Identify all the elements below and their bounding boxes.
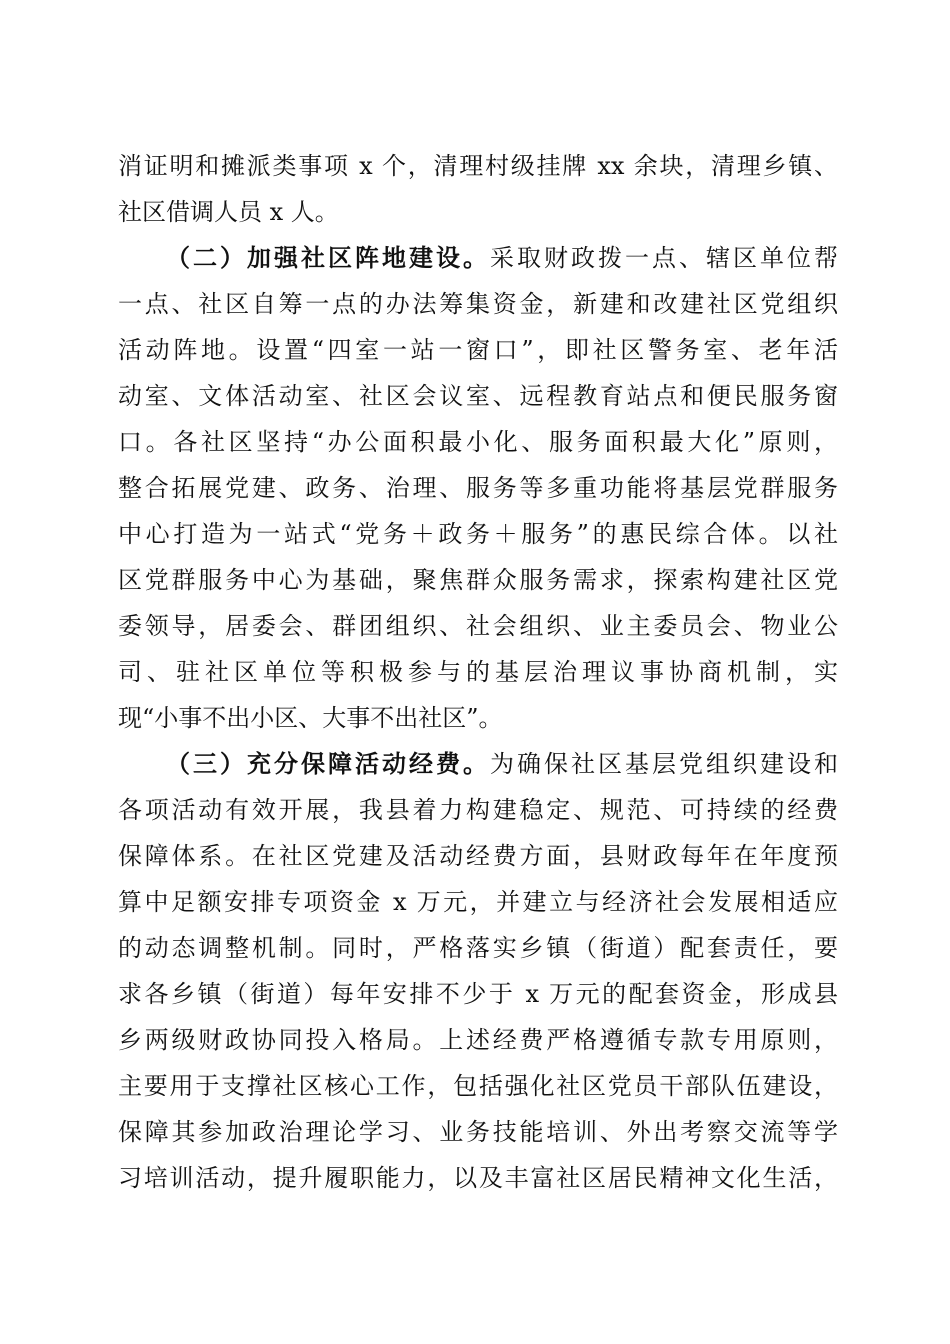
section-three-first-line [166,741,838,787]
body-text-line: 保障其参加政治理论学习、业务技能培训、外出考察交流等学 [118,1118,838,1146]
body-text-line: 司、驻社区单位等积极参与的基层治理议事协商机制，实 [118,658,838,686]
body-text-line: 整合拓展党建、政务、治理、服务等多重功能将基层党群服务 [118,474,838,502]
body-text-line: 口。各社区坚持“办公面积最小化、服务面积最大化”原则， [118,428,838,456]
body-text-line: 中心打造为一站式“党务＋政务＋服务”的惠民综合体。以社 [118,520,838,548]
section-two-heading: （二）加强社区阵地建设。 [166,244,490,272]
body-text-line: 习培训活动，提升履职能力，以及丰富社区居民精神文化生活， [118,1164,838,1192]
body-text-line: 算中足额安排专项资金 x 万元，并建立与经济社会发展相适应 [118,888,838,916]
body-text-line: 活动阵地。设置“四室一站一窗口”，即社区警务室、老年活 [118,336,838,364]
body-text-line: 委领导，居委会、群团组织、社会组织、业主委员会、物业公 [118,612,838,640]
body-text-line: 动室、文体活动室、社区会议室、远程教育站点和便民服务窗 [118,382,838,410]
section-three-text: 为确保社区基层党组织建设和 [490,750,838,778]
body-text-line: 消证明和摊派类事项 x 个，清理村级挂牌 xx 余块，清理乡镇、 [118,152,838,180]
body-text-line: 求各乡镇（街道）每年安排不少于 x 万元的配套资金，形成县 [118,980,838,1008]
body-text-line: 各项活动有效开展，我县着力构建稳定、规范、可持续的经费 [118,796,838,824]
section-three-heading: （三）充分保障活动经费。 [166,750,490,778]
section-two-first-line [166,235,838,281]
section-two-text: 采取财政拨一点、辖区单位帮 [490,244,838,272]
body-text-line: 现“小事不出小区、大事不出社区”。 [118,704,503,732]
body-text-line: 一点、社区自筹一点的办法筹集资金，新建和改建社区党组织 [118,290,838,318]
body-text-line: 保障体系。在社区党建及活动经费方面，县财政每年在年度预 [118,842,838,870]
body-text-line: 的动态调整机制。同时，严格落实乡镇（街道）配套责任，要 [118,934,838,962]
body-text-line: 社区借调人员 x 人。 [118,198,339,226]
body-text-line: 区党群服务中心为基础，聚焦群众服务需求，探索构建社区党 [118,566,838,594]
body-text-line: 主要用于支撑社区核心工作，包括强化社区党员干部队伍建设， [118,1072,838,1100]
body-text-line: 乡两级财政协同投入格局。上述经费严格遵循专款专用原则， [118,1026,838,1054]
